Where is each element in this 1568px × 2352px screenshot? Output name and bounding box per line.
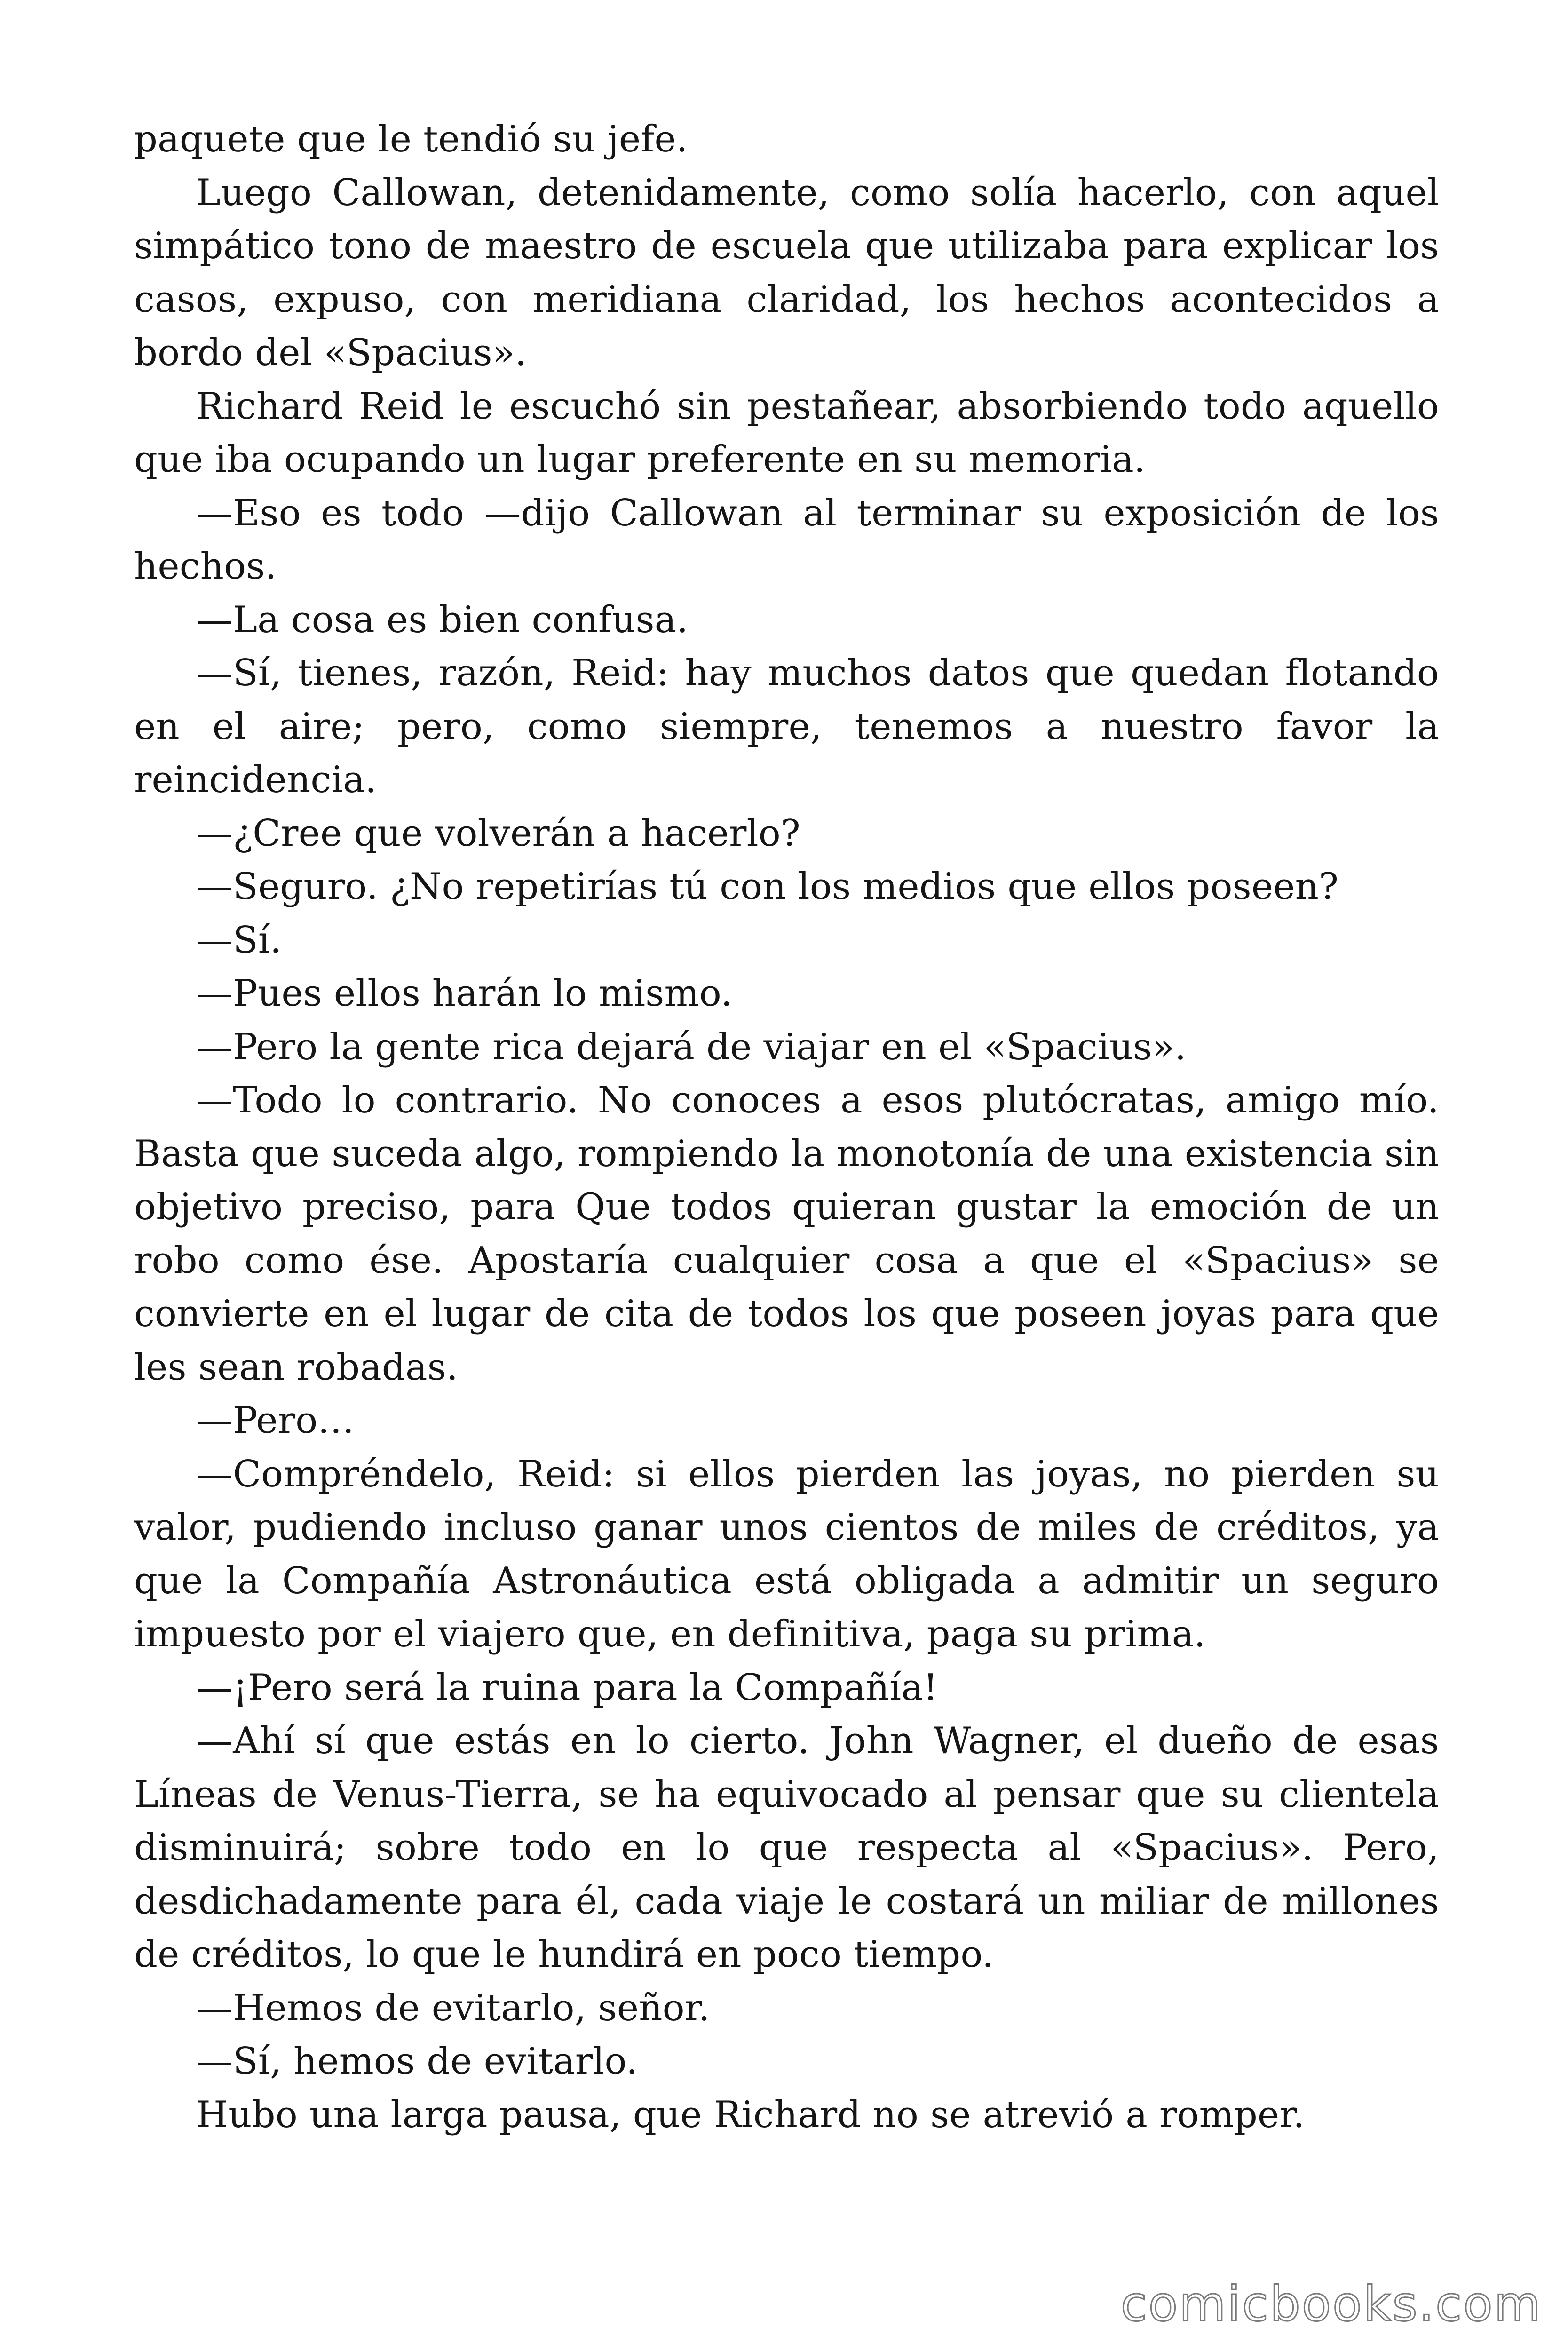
dialogue-line: —Ahí sí que estás en lo cierto. John Wagner, el dueño de esas Líneas de Venus-Tierra, se ha equivocado al pensar que su clientela disminuirá; sobre todo en lo que respecta al «Spacius». Pero, desdichadamente para él, cada viaje le costará un miliar de millones de créditos, lo que le hundirá en poco tiempo. bbox=[134, 1720, 1439, 1976]
dialogue-line: —Pues ellos harán lo mismo. bbox=[196, 972, 733, 1015]
dialogue-line: —La cosa es bien confusa. bbox=[196, 598, 689, 641]
paragraph: paquete que le tendió su jefe. bbox=[134, 118, 688, 160]
dialogue-line: —Compréndelo, Reid: si ellos pierden las joyas, no pierden su valor, pudiendo incluso ganar unos cientos de miles de créditos, ya que la Compañía Astronáutica está obligada a admitir un seguro impuesto por el viajero que, en definitiva, paga su prima. bbox=[134, 1453, 1439, 1655]
dialogue-line: —Pero la gente rica dejará de viajar en el «Spacius». bbox=[196, 1025, 1187, 1068]
body-text bbox=[134, 113, 1439, 2142]
dialogue-line: —Sí. bbox=[196, 919, 282, 961]
dialogue-line: —Todo lo contrario. No conoces a esos plutócratas, amigo mío. Basta que suceda algo, rompiendo la monotonía de una existencia sin objetivo preciso, para Que todos quieran gustar la emoción de un robo como ése. Apostaría cualquier cosa a que el «Spacius» se convierte en el lugar de cita de todos los que poseen joyas para que les sean robadas. bbox=[134, 1079, 1439, 1389]
dialogue-line: —¿Cree que volverán a hacerlo? bbox=[196, 812, 800, 855]
dialogue-line: —Pero… bbox=[196, 1399, 355, 1442]
dialogue-line: —Seguro. ¿No repetirías tú con los medios que ellos poseen? bbox=[196, 866, 1339, 908]
paragraph: Richard Reid le escuchó sin pestañear, absorbiendo todo aquello que iba ocupando un lugar preferente en su memoria. bbox=[134, 385, 1439, 481]
dialogue-line: —Eso es todo —dijo Callowan al terminar su exposición de los hechos. bbox=[134, 492, 1439, 588]
dialogue-line: —Sí, tienes, razón, Reid: hay muchos datos que quedan flotando en el aire; pero, como siempre, tenemos a nuestro favor la reincidencia. bbox=[134, 652, 1439, 801]
dialogue-line: —Hemos de evitarlo, señor. bbox=[196, 1986, 710, 2029]
watermark: comicbooks.com bbox=[1120, 2276, 1542, 2332]
paragraph: Luego Callowan, detenidamente, como solía hacerlo, con aquel simpático tono de maestro de escuela que utilizaba para explicar los casos, expuso, con meridiana claridad, los hechos acontecidos a bordo del «Spacius». bbox=[134, 171, 1439, 374]
dialogue-line: —Sí, hemos de evitarlo. bbox=[196, 2040, 638, 2082]
paragraph: Hubo una larga pausa, que Richard no se atrevió a romper. bbox=[196, 2093, 1305, 2136]
dialogue-line: —¡Pero será la ruina para la Compañía! bbox=[196, 1666, 938, 1709]
